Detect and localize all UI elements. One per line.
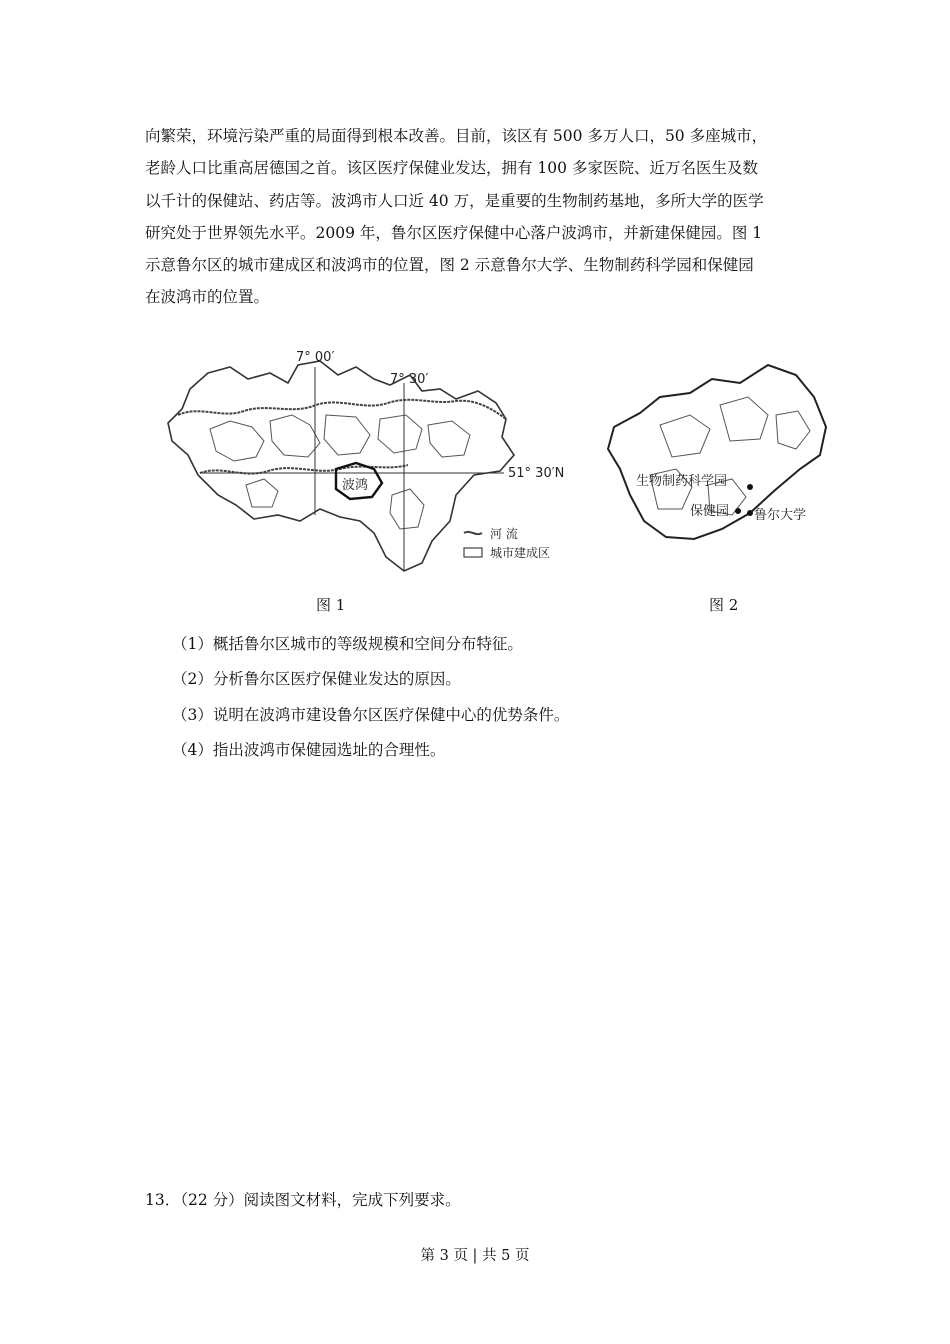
- health-park-marker: [735, 508, 741, 514]
- figure2-caption: 图 2: [709, 596, 739, 614]
- urban-area: [428, 421, 470, 457]
- legend-urban-symbol: [464, 548, 482, 557]
- figure1-ruhr-map: [160, 345, 580, 585]
- paragraph-line: 研究处于世界领先水平。2009 年，鲁尔区医疗保健中心落户波鸿市，并新建保健园。图 1: [145, 223, 763, 242]
- question-13-heading: 13．（22 分）阅读图文材料，完成下列要求。: [145, 1191, 461, 1209]
- paragraph-line: 在波鸿市的位置。: [145, 288, 270, 307]
- university-marker: [747, 510, 753, 516]
- label-health-park: 保健园: [690, 504, 730, 519]
- urban-area: [378, 415, 422, 453]
- urban-area: [324, 415, 370, 455]
- label-biopharma-park: 生物制药科学园: [636, 474, 728, 489]
- lon-label-2: 7° 30′: [390, 372, 429, 387]
- label-ruhr-university: 鲁尔大学: [754, 508, 807, 523]
- city-label-bochum: 波鸿: [342, 478, 369, 493]
- material-paragraph: [145, 120, 810, 314]
- legend-river-symbol: [464, 532, 482, 534]
- urban-area: [720, 397, 768, 441]
- lat-label: 51° 30′N: [508, 466, 565, 481]
- urban-area: [210, 421, 264, 461]
- lon-label-1: 7° 00′: [296, 350, 335, 365]
- legend-urban-label: 城市建成区: [490, 546, 551, 560]
- paragraph-line: 以千计的保健站、药店等。波鸿市人口近 40 万，是重要的生物制药基地，多所大学的医学: [145, 191, 764, 210]
- region-boundary: [168, 361, 514, 571]
- urban-area: [390, 489, 424, 529]
- figure1-caption: 图 1: [316, 596, 346, 614]
- legend-river-label: 河 流: [490, 527, 518, 541]
- biopharma-marker: [747, 484, 753, 490]
- question-4: （4）指出波鸿市保健园选址的合理性。: [172, 741, 446, 759]
- question-1: （1）概括鲁尔区城市的等级规模和空间分布特征。: [172, 635, 523, 653]
- paragraph-line: 示意鲁尔区的城市建成区和波鸿市的位置，图 2 示意鲁尔大学、生物制药科学园和保健园: [145, 256, 754, 275]
- urban-area: [270, 415, 320, 457]
- urban-area: [776, 411, 810, 449]
- urban-area: [660, 415, 710, 457]
- paragraph-line: 向繁荣，环境污染严重的局面得到根本改善。目前，该区有 500 多万人口，50 多座城市，: [145, 127, 768, 145]
- urban-area: [246, 479, 278, 507]
- question-3: （3）说明在波鸿市建设鲁尔区医疗保健中心的优势条件。: [172, 706, 570, 724]
- page-footer: 第 3 页 | 共 5 页: [420, 1248, 530, 1264]
- figure2-bochum-map: [600, 345, 835, 565]
- question-2: （2）分析鲁尔区医疗保健业发达的原因。: [172, 670, 461, 688]
- paragraph-line: 老龄人口比重高居德国之首。该区医疗保健业发达，拥有 100 多家医院、近万名医生及数: [145, 159, 758, 178]
